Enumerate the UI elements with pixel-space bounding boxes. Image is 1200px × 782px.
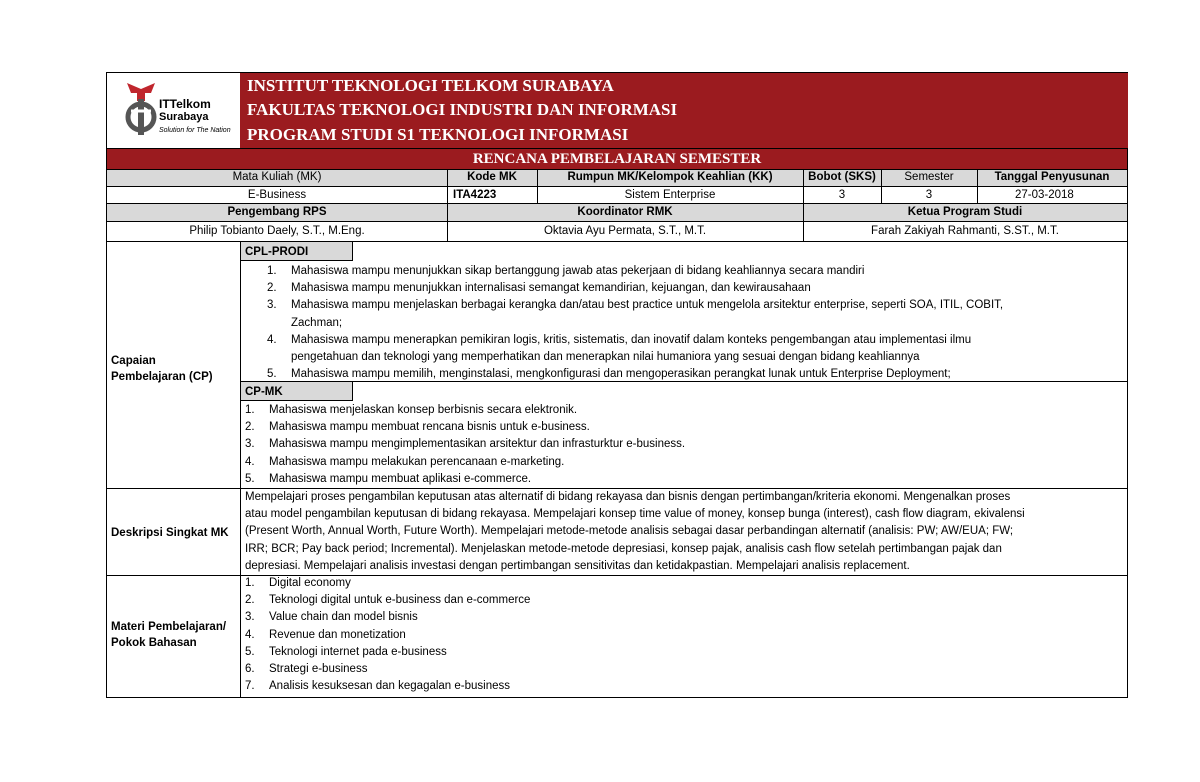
materi-label-line2: Pokok Bahasan <box>111 637 197 649</box>
cpmk-title: CP-MK <box>245 386 283 398</box>
header-pengembang-rps: Pengembang RPS <box>227 206 327 218</box>
materi-item-number: 1. <box>245 577 255 589</box>
cpmk-item <box>245 436 1095 453</box>
cpl-item-number: 4. <box>267 333 277 346</box>
cpmk-item-text: Mahasiswa mampu mengimplementasikan arsitektur dan infrasturktur e-business. <box>269 438 686 451</box>
deskripsi-line: depresiasi. Mempelajari analisis investasi dengan pertimbangan sensitivitas dan ketidakpastian. Mempelajari analisis replacement. <box>245 559 910 572</box>
value-tanggal: 27-03-2018 <box>1015 189 1074 201</box>
cpl-prodi-list <box>267 263 1117 383</box>
cpl-item <box>267 297 1117 314</box>
header-kode-mk: Kode MK <box>467 171 517 183</box>
materi-item-text: Analisis kesuksesan dan kegagalan e-business <box>269 680 511 693</box>
institute-name: INSTITUT TEKNOLOGI TELKOM SURABAYA <box>247 76 614 95</box>
logo-emblem-icon <box>121 81 161 141</box>
header-rumpun-mk: Rumpun MK/Kelompok Keahlian (KK) <box>567 171 773 183</box>
deskripsi-line: (Present Worth, Annual Worth, Future Worth). Mempelajari metode-metode analisis sebagai dasar perbandingan alternatif (analisis: PW; AW/EUA; FW; <box>245 525 1014 538</box>
faculty-name: FAKULTAS TEKNOLOGI INDUSTRI DAN INFORMASI <box>247 100 678 119</box>
header-mata-kuliah: Mata Kuliah (MK) <box>232 171 322 183</box>
materi-item-text: Revenue dan monetization <box>269 628 406 641</box>
cpl-item-text: Mahasiswa mampu menerapkan pemikiran logis, kritis, sistematis, dan inovatif dalam konteks pengembangan atau implementasi ilmu <box>291 333 972 346</box>
deskripsi-label: Deskripsi Singkat MK <box>111 527 229 539</box>
cp-label-line2: Pembelajaran (CP) <box>111 371 213 383</box>
header-semester: Semester <box>904 171 954 183</box>
cpmk-item-number: 2. <box>245 421 255 434</box>
cpl-item-number: 5. <box>267 368 277 381</box>
cpmk-item-text: Mahasiswa mampu membuat aplikasi e-commerce. <box>269 472 532 485</box>
header-koordinator-rmk: Koordinator RMK <box>577 206 673 218</box>
materi-item-text: Strategi e-business <box>269 663 368 676</box>
rps-document <box>106 72 1128 698</box>
materi-item-number: 7. <box>245 680 255 693</box>
value-koordinator-rmk: Oktavia Ayu Permata, S.T., M.T. <box>543 225 707 237</box>
deskripsi-text <box>245 489 1125 575</box>
cpl-item-text: Zachman; <box>291 316 343 329</box>
cpl-item <box>267 263 1117 280</box>
cpl-item-number: 1. <box>267 265 277 277</box>
materi-item-text: Teknologi internet pada e-business <box>269 645 447 658</box>
cpl-item-text: Mahasiswa mampu menunjukkan internalisasi semangat kemandirian, kejuangan, dan kewirausahaan <box>291 282 811 295</box>
cpmk-item <box>245 471 1095 488</box>
materi-list <box>245 575 1095 695</box>
cpmk-item-number: 1. <box>245 404 255 416</box>
materi-item <box>245 575 1095 592</box>
cpl-item <box>267 349 1117 366</box>
cpl-item <box>267 332 1117 349</box>
value-mata-kuliah: E-Business <box>247 189 307 201</box>
materi-item-text: Teknologi digital untuk e-business dan e-commerce <box>269 594 531 607</box>
value-rumpun-mk: Sistem Enterprise <box>624 189 716 201</box>
cpmk-list <box>245 402 1095 488</box>
cpl-item-text: pengetahuan dan teknologi yang memperhatikan dan menerapkan nilai humaniora yang sesuai dengan bidang keahliannya <box>291 351 920 364</box>
cpmk-item-text: Mahasiswa mampu membuat rencana bisnis untuk e-business. <box>269 421 590 434</box>
institute-logo <box>117 79 237 144</box>
materi-item-number: 3. <box>245 611 255 624</box>
value-semester: 3 <box>925 189 933 201</box>
logo-name: ITTelkom <box>159 97 211 111</box>
cpmk-item-number: 5. <box>245 472 255 485</box>
header-ketua-prodi: Ketua Program Studi <box>907 206 1023 218</box>
materi-item-number: 6. <box>245 663 255 676</box>
materi-item-number: 5. <box>245 645 255 658</box>
cpmk-item-text: Mahasiswa mampu melakukan perencanaan e-marketing. <box>269 455 565 468</box>
value-pengembang-rps: Philip Tobianto Daely, S.T., M.Eng. <box>189 225 365 237</box>
materi-item <box>245 627 1095 644</box>
value-bobot: 3 <box>838 189 846 201</box>
cpl-item <box>267 315 1117 332</box>
cpl-item-number: 2. <box>267 282 277 295</box>
materi-item-number: 2. <box>245 594 255 607</box>
materi-item <box>245 609 1095 626</box>
cpl-item-text: Mahasiswa mampu memilih, menginstalasi, mengkonfigurasi dan mengoperasikan perangkat lunak untuk Enterprise Deployment; <box>291 368 951 381</box>
logo-city: Surabaya <box>159 111 209 123</box>
cp-label-line1: Capaian <box>111 355 156 367</box>
cpl-item-text: Mahasiswa mampu menjelaskan berbagai kerangka dan/atau best practice untuk mengelola arsitektur enterprise, seperti SOA, ITIL, COBIT, <box>291 299 1004 312</box>
value-ketua-prodi: Farah Zakiyah Rahmanti, S.ST., M.T. <box>871 225 1059 237</box>
cpmk-item-number: 4. <box>245 455 255 468</box>
cpl-item-text: Mahasiswa mampu menunjukkan sikap bertanggung jawab atas pekerjaan di bidang keahliannya secara mandiri <box>291 265 865 277</box>
cpmk-item <box>245 402 1095 419</box>
materi-item <box>245 661 1095 678</box>
deskripsi-line: Mempelajari proses pengambilan keputusan atas alternatif di bidang rekayasa dan bisnis dengan pertimbangan/kriteria ekonomi. Mengenalkan proses <box>245 491 1011 503</box>
program-name: PROGRAM STUDI S1 TEKNOLOGI INFORMASI <box>247 125 629 144</box>
header-tanggal: Tanggal Penyusunan <box>994 171 1110 183</box>
deskripsi-line: IRR; BCR; Pay back period; Incremental). Menjelaskan metode-metode depresiasi, konsep pajak, analisis cash flow setelah pertimbangan pajak dan <box>245 542 1002 555</box>
materi-item <box>245 678 1095 695</box>
cpmk-item <box>245 419 1095 436</box>
materi-item-number: 4. <box>245 628 255 641</box>
document-title: RENCANA PEMBELAJARAN SEMESTER <box>107 149 1127 169</box>
deskripsi-line: atau model pengambilan keputusan di bidang rekayasa. Mempelajari konsep time value of money, konsep bunga (interest), cash flow diagram, ekivalensi <box>245 508 1025 521</box>
value-kode-mk: ITA4223 <box>453 189 497 201</box>
materi-label-line1: Materi Pembelajaran/ <box>111 621 227 633</box>
cpl-item-number: 3. <box>267 299 277 312</box>
cpl-item <box>267 280 1117 297</box>
header-bobot: Bobot (SKS) <box>808 171 876 183</box>
cpl-prodi-title: CPL-PRODI <box>245 246 309 258</box>
cpmk-item-text: Mahasiswa menjelaskan konsep berbisnis secara elektronik. <box>269 404 578 416</box>
cpmk-item <box>245 454 1095 471</box>
materi-item <box>245 592 1095 609</box>
materi-item <box>245 644 1095 661</box>
materi-item-text: Digital economy <box>269 577 351 589</box>
cpmk-item-number: 3. <box>245 438 255 451</box>
materi-item-text: Value chain dan model bisnis <box>269 611 418 624</box>
logo-tagline: Solution for The Nation <box>159 127 231 134</box>
